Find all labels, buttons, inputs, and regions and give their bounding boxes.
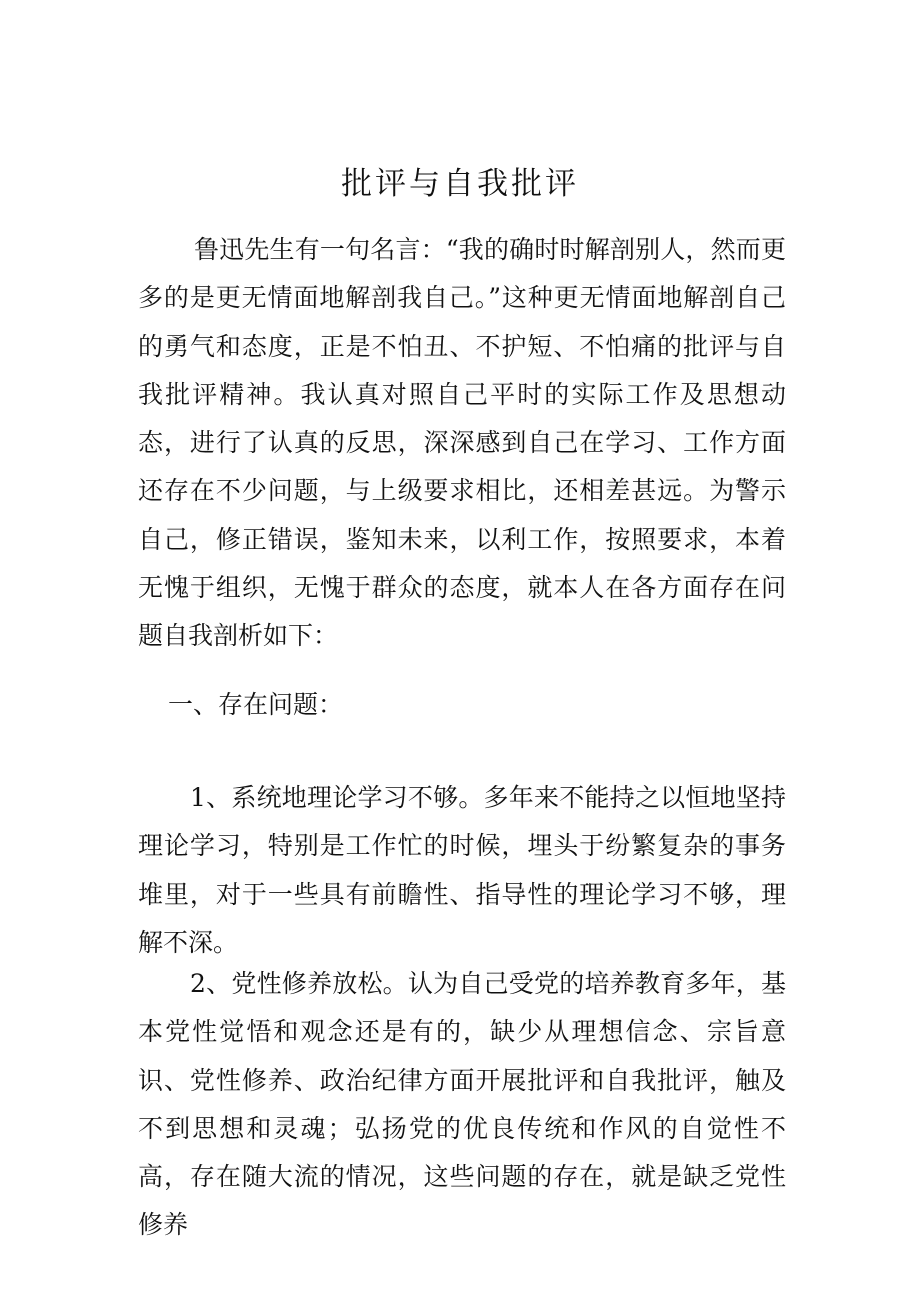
- intro-paragraph: 鲁迅先生有一句名言：“我的确时时解剖别人，然而更多的是更无情面地解剖我自己。”这种更无情面地解剖自己的勇气和态度，正是不怕丑、不护短、不怕痛的批评与自我批评精神。我认真对照自己平时的实际工作及思想动态，进行了认真的反思，深深感到自己在学习、工作方面还存在不少问题，与上级要求相比，还相差甚远。为警示自己，修正错误，鉴知未来，以利工作，按照要求，本着无愧于组织，无愧于群众的态度，就本人在各方面存在问题自我剖析如下：: [138, 235, 786, 651]
- document-title: 批评与自我批评: [341, 166, 579, 202]
- problem-item-2: 2、党性修养放松。认为自己受党的培养教育多年，基本党性觉悟和观念还是有的，缺少从理想信念、宗旨意识、党性修养、政治纪律方面开展批评和自我批评，触及不到思想和灵魂；弘扬党的优良传统和作风的自觉性不高，存在随大流的情况，这些问题的存在，就是缺乏党性修养: [138, 969, 786, 1240]
- section-heading: 一、存在问题：: [168, 690, 344, 719]
- problem-item-1: 1、系统地理论学习不够。多年来不能持之以恒地坚持理论学习，特别是工作忙的时候，埋头于纷繁复杂的事务堆里，对于一些具有前瞻性、指导性的理论学习不够，理解不深。: [138, 783, 786, 957]
